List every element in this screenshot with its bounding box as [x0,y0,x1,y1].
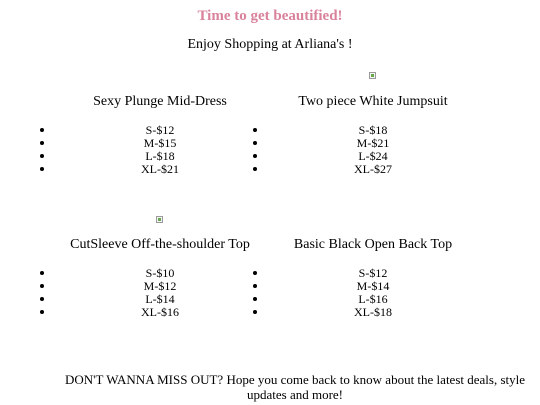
broken-image-icon [156,216,163,223]
size-price: M-$14 [356,279,390,293]
product-name: Sexy Plunge Mid-Dress [93,94,227,109]
bullet-icon [40,167,44,171]
bullet-icon [253,128,257,132]
size-price: XL-$18 [354,305,392,319]
size-price: M-$21 [356,136,390,150]
product-card [248,237,498,319]
size-price: XL-$27 [354,162,392,176]
product-name: Basic Black Open Back Top [293,237,453,252]
bullet-icon [40,297,44,301]
bullet-icon [40,154,44,158]
size-price: M-$12 [143,279,177,293]
size-price: S-$10 [145,266,175,280]
size-price: XL-$16 [141,305,179,319]
size-price-list [248,124,498,176]
bullet-icon [253,167,257,171]
bullet-icon [253,141,257,145]
bullet-icon [253,310,257,314]
size-price: S-$12 [358,266,388,280]
size-price: S-$18 [358,123,388,137]
size-price: L-$18 [145,149,175,163]
list-item [248,163,498,176]
page-title: Time to get beautified! [197,8,343,24]
bullet-icon [40,271,44,275]
footer-message: DON'T WANNA MISS OUT? Hope you come back to know about the latest deals, style updates and more! [64,372,526,402]
product-card [248,94,498,176]
size-price: XL-$21 [141,162,179,176]
broken-image-icon [369,72,376,79]
bullet-icon [40,128,44,132]
bullet-icon [40,284,44,288]
list-item [248,306,498,319]
bullet-icon [253,271,257,275]
bullet-icon [253,154,257,158]
product-name: Two piece White Jumpsuit [298,94,448,109]
product-name: CutSleeve Off-the-shoulder Top [70,237,250,252]
size-price: S-$12 [145,123,175,137]
bullet-icon [40,141,44,145]
bullet-icon [253,284,257,288]
bullet-icon [253,297,257,301]
size-price: L-$24 [358,149,388,163]
size-price-list [248,267,498,319]
bullet-icon [40,310,44,314]
size-price: L-$14 [145,292,175,306]
welcome-text: Enjoy Shopping at Arliana's ! [187,37,353,52]
size-price: L-$16 [358,292,388,306]
size-price: M-$15 [143,136,177,150]
